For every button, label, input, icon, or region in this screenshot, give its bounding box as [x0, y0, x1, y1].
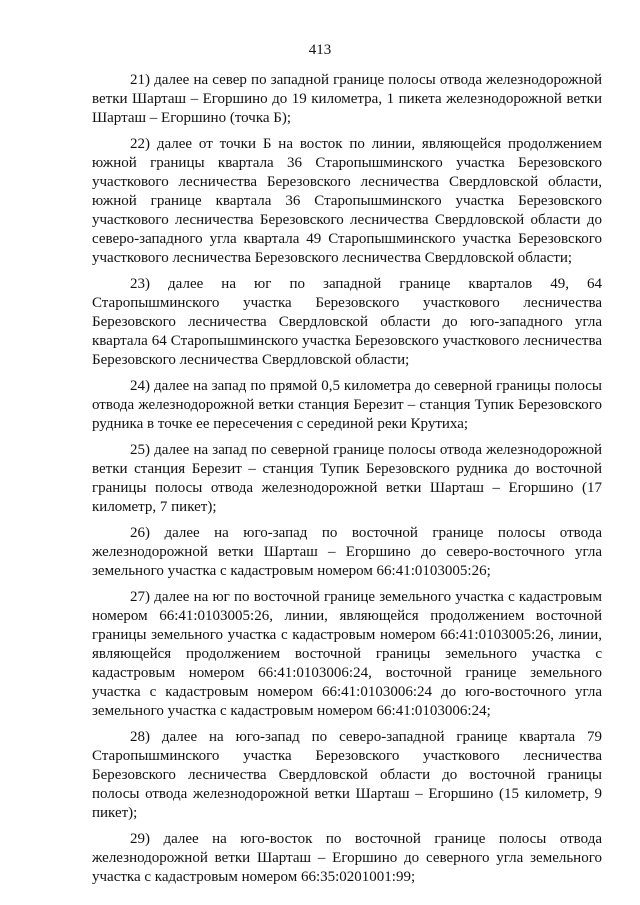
paragraph-26: 26) далее на юго-запад по восточной границе полосы отвода железнодорожной ветки Шарташ – Егоршино до северо-восточного угла земельного участка с кадастровым номером 66:41:0103005:26;	[92, 525, 602, 579]
paragraph-23: 23) далее на юг по западной границе кварталов 49, 64 Старопышминского участка Березовского участкового лесничества Березовского лесничества Свердловской области до юго-западного угла квартала 64 Старопышминского участка Березовского участкового лесничества Березовского лесничества Свердловской области;	[92, 276, 602, 368]
paragraph-22: 22) далее от точки Б на восток по линии, являющейся продолжением южной границы квартала 36 Старопышминского участка Березовского участкового лесничества Березовского лесничества Свердловской области, южной границе квартала 36 Старопышминского участка Березовского участкового лесничества Березовского лесничества Свердловской области до северо-западного угла квартала 49 Старопышминского участка Березовского участкового лесничества Березовского лесничества Свердловской области;	[92, 136, 602, 266]
paragraph-27: 27) далее на юг по восточной границе земельного участка с кадастровым номером 66:41:0103005:26, линии, являющейся продолжением восточной границы земельного участка с кадастровым номером 66:41:0103005:26, линии, являющейся продолжением восточной границы земельного участка с кадастровым номером 66:41:0103006:24, восточной границе земельного участка с кадастровым номером 66:41:0103006:24 до юго-восточного угла земельного участка с кадастровым номером 66:41:0103006:24;	[92, 589, 602, 719]
paragraph-25: 25) далее на запад по северной границе полосы отвода железнодорожной ветки станция Березит – станция Тупик Березовского рудника до восточной границы полосы отвода железнодорожной ветки Шарташ – Егоршино (17 километр, 7 пикет);	[92, 442, 602, 515]
paragraph-21: 21) далее на север по западной границе полосы отвода железнодорожной ветки Шарташ – Егоршино до 19 километра, 1 пикета железнодорожной ветки Шарташ – Егоршино (точка Б);	[92, 72, 602, 126]
paragraph-24: 24) далее на запад по прямой 0,5 километра до северной границы полосы отвода железнодорожной ветки станция Березит – станция Тупик Березовского рудника в точке ее пересечения с серединой реки Крутиха;	[92, 378, 602, 432]
document-body	[92, 71, 602, 894]
page-number: 413	[308, 42, 332, 58]
paragraph-28: 28) далее на юго-запад по северо-западной границе квартала 79 Старопышминского участка Березовского участкового лесничества Березовского лесничества Свердловской области до восточной границы полосы отвода железнодорожной ветки Шарташ – Егоршино (15 километр, 9 пикет);	[92, 729, 602, 821]
paragraph-29: 29) далее на юго-восток по восточной границе полосы отвода железнодорожной ветки Шарташ – Егоршино до северного угла земельного участка с кадастровым номером 66:35:0201001:99;	[92, 831, 602, 885]
